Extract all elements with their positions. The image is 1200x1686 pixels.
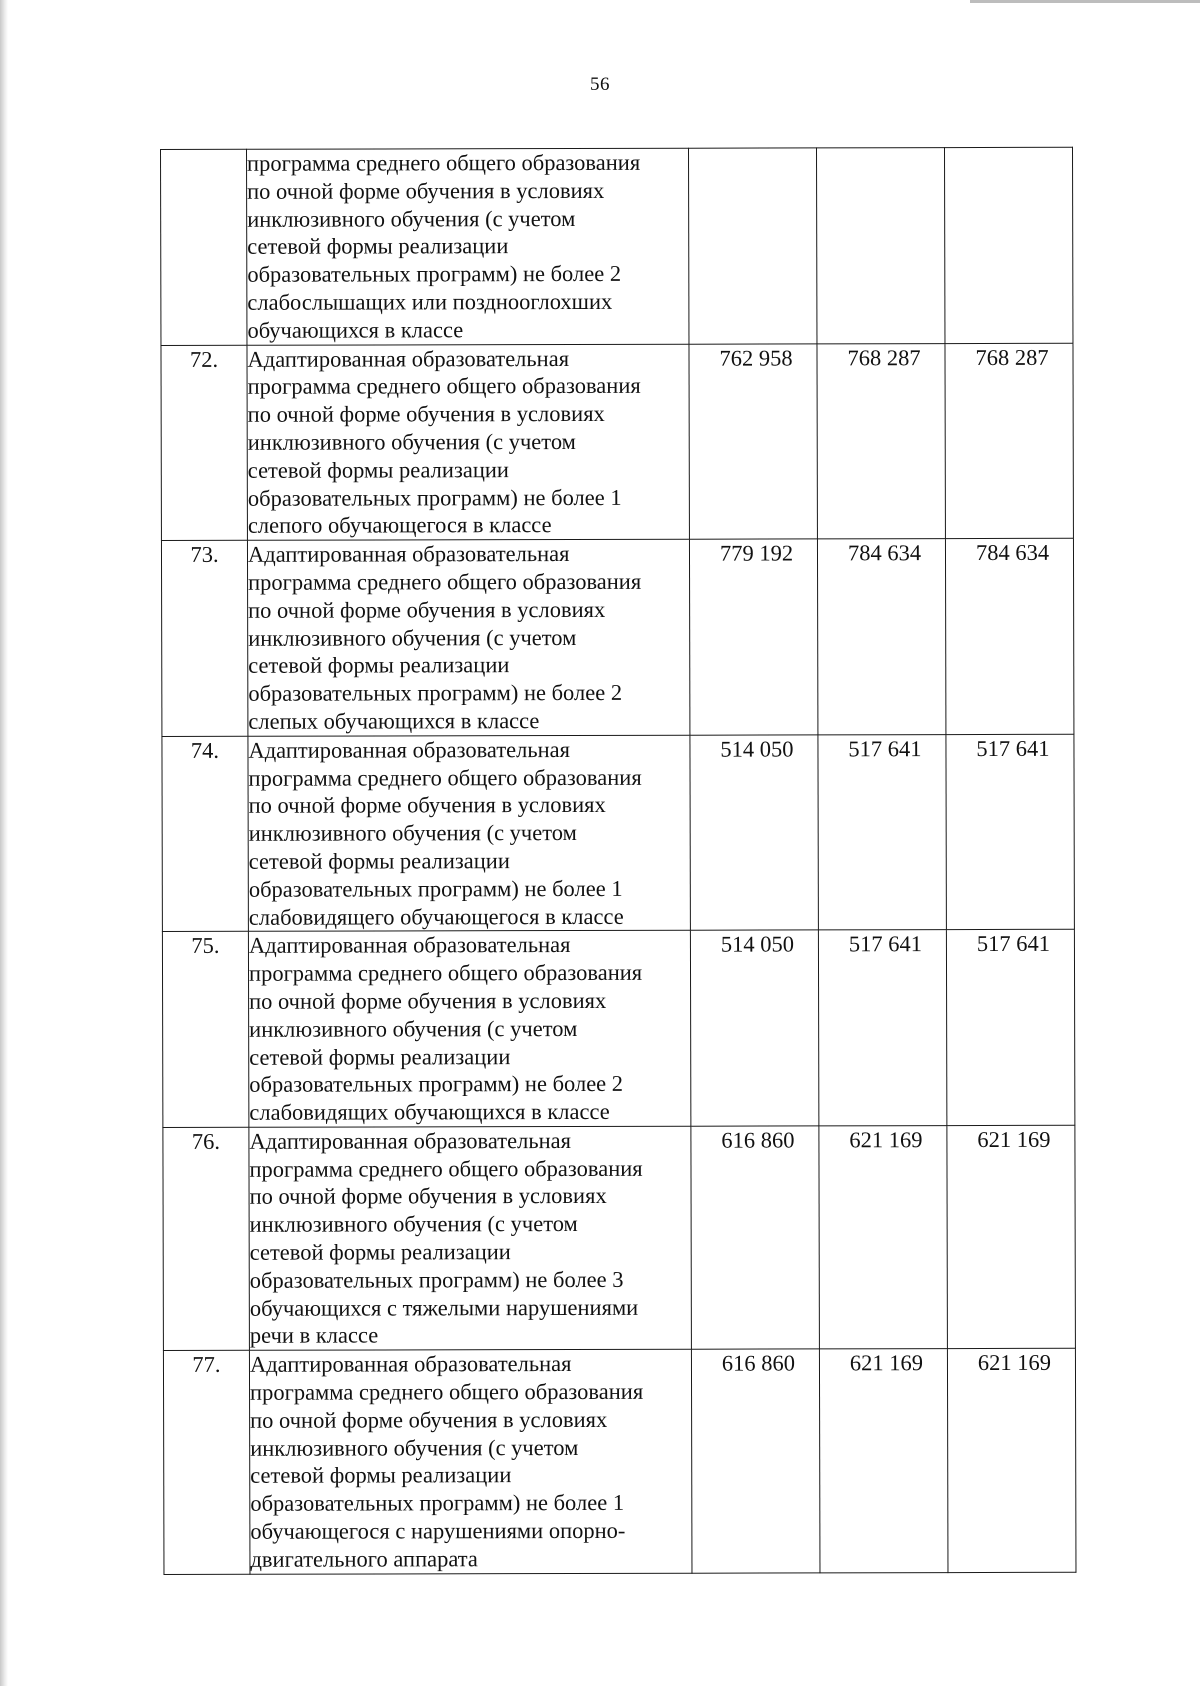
cost-value: 784 634 <box>975 539 1050 566</box>
description-line: образовательных программ) не более 3 <box>249 1266 624 1293</box>
value-cell-3 <box>945 343 1073 539</box>
description-line: слепых обучающихся в классе <box>248 708 540 734</box>
value-cell-1 <box>691 1349 820 1573</box>
description-line: Адаптированная образовательная <box>248 736 571 763</box>
description-line: слепого обучающегося в классе <box>247 512 552 539</box>
description-line: программа среднего общего образования <box>249 1155 643 1182</box>
cost-value: 768 287 <box>975 344 1049 370</box>
value-cell-2 <box>819 1349 948 1573</box>
value-cell-3 <box>947 1125 1076 1349</box>
table-row <box>161 538 1073 736</box>
cost-value: 517 641 <box>848 931 923 957</box>
description-line: программа среднего общего образования <box>250 1378 644 1405</box>
description-line: программа среднего общего образования <box>248 959 643 986</box>
value-cell-1 <box>689 539 817 735</box>
table-row <box>163 1125 1076 1351</box>
description-line: образовательных программ) не более 1 <box>247 484 622 511</box>
table-row <box>161 343 1073 541</box>
description-line: сетевой формы реализации <box>249 1043 511 1070</box>
row-number-cell: 72. <box>161 345 247 541</box>
value-cell-1 <box>690 930 818 1126</box>
cost-value: 784 634 <box>847 540 922 566</box>
description-line: обучающихся в классе <box>247 317 464 343</box>
cost-value: 517 641 <box>848 735 922 762</box>
description-line: сетевой формы реализации <box>248 848 510 874</box>
table-row <box>163 1349 1076 1575</box>
description-line: инклюзивного обучения (с учетом <box>247 205 576 232</box>
description-line: образовательных программ) не более 1 <box>248 875 623 902</box>
value-cell-2 <box>817 539 945 735</box>
cost-value: 621 169 <box>849 1350 924 1376</box>
value-cell-3 <box>946 930 1074 1126</box>
description-line: обучающегося с нарушениями опорно- <box>250 1517 626 1544</box>
cost-value: 514 050 <box>720 931 795 957</box>
description-line: по очной форме обучения в условиях <box>247 401 605 427</box>
description-line: Адаптированная образовательная <box>247 541 570 567</box>
row-number-cell: 76. <box>163 1127 250 1351</box>
cost-value: 517 641 <box>976 735 1050 761</box>
table-row <box>161 147 1073 345</box>
description-line: по очной форме обучения в условиях <box>248 596 606 623</box>
description-line: слабовидящих обучающихся в классе <box>249 1098 610 1125</box>
description-line: образовательных программ) не более 2 <box>249 1071 624 1098</box>
description-line: Адаптированная образовательная <box>249 1351 572 1378</box>
program-cost-table <box>160 147 1076 1575</box>
value-cell-2 <box>818 930 946 1126</box>
description-line: сетевой формы реализации <box>249 1239 511 1265</box>
value-cell-3 <box>947 1349 1076 1573</box>
table-body <box>161 147 1076 1574</box>
description-line: инклюзивного обучения (с учетом <box>247 428 576 455</box>
cost-value: 621 169 <box>849 1127 923 1153</box>
description-line: сетевой формы реализации <box>250 1462 512 1489</box>
description-line: инклюзивного обучения (с учетом <box>249 1015 578 1042</box>
description-line: по очной форме обучения в условиях <box>247 177 605 204</box>
cost-value: 514 050 <box>720 736 794 762</box>
value-cell-3 <box>946 734 1074 930</box>
description-line: обучающихся с тяжелыми нарушениями <box>249 1294 639 1321</box>
value-cell-3 <box>945 538 1073 734</box>
program-description-cell <box>249 1126 692 1350</box>
value-cell-1 <box>691 1126 820 1350</box>
description-line: слабовидящего обучающегося в классе <box>248 903 624 930</box>
program-description-cell <box>248 931 690 1128</box>
program-description-cell <box>248 735 690 932</box>
value-cell-1 <box>689 343 817 539</box>
value-cell-1 <box>690 735 818 931</box>
description-line: Адаптированная образовательная <box>249 1127 571 1154</box>
description-line: программа среднего общего образования <box>247 373 641 400</box>
program-description-cell <box>247 539 689 736</box>
table-row <box>162 930 1074 1128</box>
scan-edge-left <box>0 0 8 1686</box>
scan-edge-top <box>970 0 1200 3</box>
row-number-cell: 77. <box>163 1351 250 1575</box>
description-line: сетевой формы реализации <box>247 233 509 260</box>
description-line: программа среднего общего образования <box>247 149 641 176</box>
description-line: по очной форме обучения в условиях <box>249 987 607 1014</box>
description-line: речи в классе <box>249 1322 379 1349</box>
description-line: программа среднего общего образования <box>248 764 642 791</box>
description-line: по очной форме обучения в условиях <box>250 1406 608 1433</box>
description-line: слабослышащих или позднооглохших <box>247 288 613 315</box>
cost-value: 779 192 <box>719 540 794 566</box>
description-line: инклюзивного обучения (с учетом <box>249 1211 578 1238</box>
page-number: 56 <box>590 74 610 95</box>
description-line: по очной форме обучения в условиях <box>248 792 606 819</box>
value-cell-3 <box>944 147 1072 343</box>
description-line: инклюзивного обучения (с учетом <box>250 1434 579 1461</box>
row-number-cell <box>161 149 247 345</box>
row-number-cell: 75. <box>162 932 248 1128</box>
description-line: инклюзивного обучения (с учетом <box>248 820 577 846</box>
description-line: программа среднего общего образования <box>248 568 642 595</box>
cost-value: 616 860 <box>721 1127 795 1153</box>
value-cell-1 <box>688 148 816 344</box>
cost-value: 621 169 <box>977 1350 1052 1376</box>
table-row <box>162 734 1074 932</box>
description-line: по очной форме обучения в условиях <box>249 1183 607 1210</box>
description-line: сетевой формы реализации <box>248 652 510 679</box>
value-cell-2 <box>816 148 944 344</box>
description-line: образовательных программ) не более 2 <box>247 261 622 287</box>
cost-value: 517 641 <box>976 931 1051 957</box>
description-line: образовательных программ) не более 2 <box>248 680 623 706</box>
row-number-cell: 73. <box>161 540 247 736</box>
program-description-cell <box>247 148 689 345</box>
value-cell-2 <box>817 343 945 539</box>
description-line: Адаптированная образовательная <box>248 932 571 959</box>
description-line: инклюзивного обучения (с учетом <box>248 624 577 651</box>
program-description-cell <box>249 1349 692 1573</box>
row-number-cell: 74. <box>162 736 248 932</box>
description-line: образовательных программ) не более 1 <box>250 1490 625 1517</box>
description-line: сетевой формы реализации <box>247 456 509 483</box>
program-description-cell <box>247 344 689 541</box>
description-line: двигательного аппарата <box>250 1546 478 1572</box>
value-cell-2 <box>819 1125 948 1349</box>
cost-value: 768 287 <box>847 344 921 370</box>
cost-value: 616 860 <box>721 1350 796 1376</box>
value-cell-2 <box>818 734 946 930</box>
cost-value: 621 169 <box>977 1126 1051 1152</box>
cost-value: 762 958 <box>719 345 793 371</box>
description-line: Адаптированная образовательная <box>247 345 570 372</box>
